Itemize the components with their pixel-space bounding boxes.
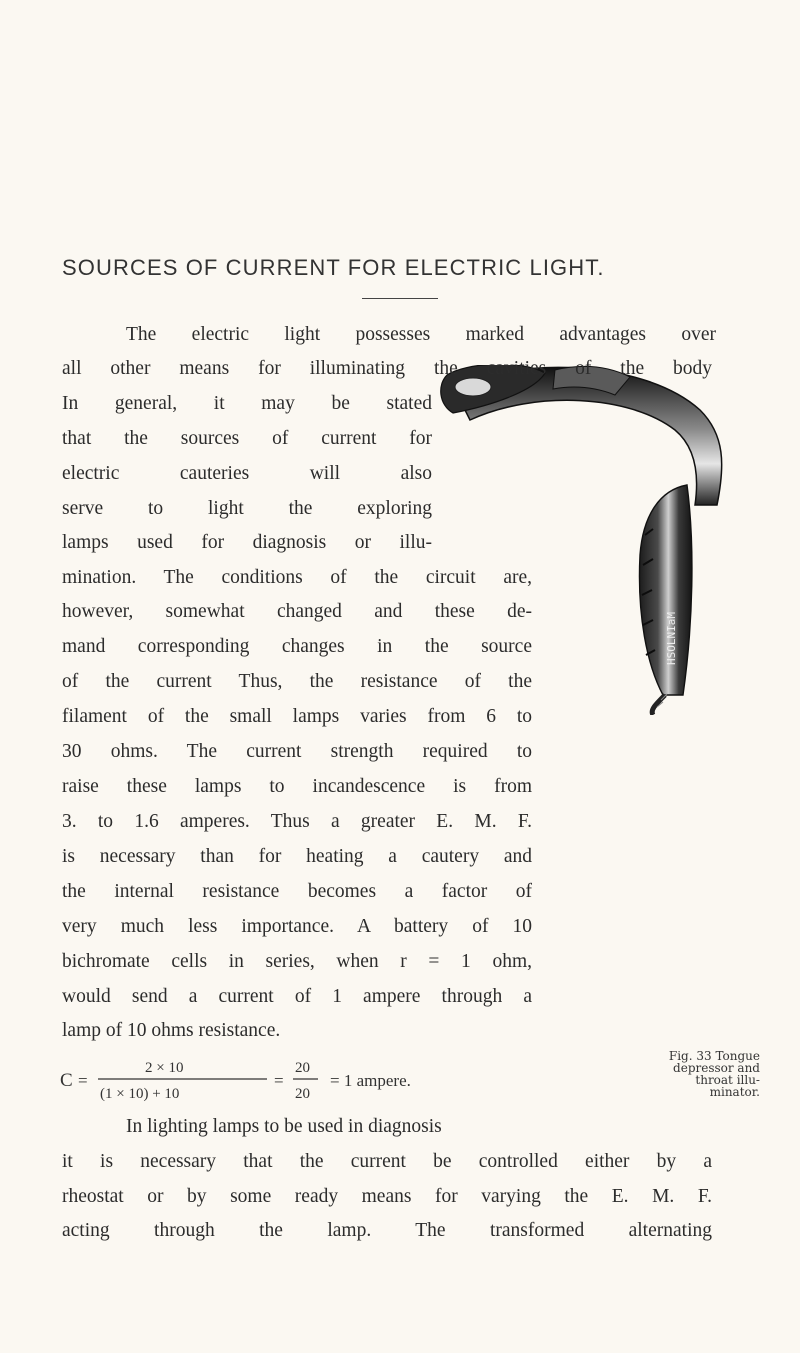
handle-label: HSOLNIaM <box>665 612 678 665</box>
formula-result: = 1 ampere. <box>330 1071 411 1090</box>
caption-line-2: depressor and <box>673 1061 760 1075</box>
text-line-14: raise these lamps to incandescence is from <box>62 776 532 797</box>
formula-eq: = <box>78 1071 88 1090</box>
text-line-13: 30 ohms. The current strength required to <box>62 741 532 762</box>
current-formula <box>60 1050 550 1110</box>
formula-numerator-2: 20 <box>295 1060 310 1076</box>
text-line-8: mination. The conditions of the circuit are, <box>62 567 532 588</box>
text-line-5: electric cauteries will also <box>62 463 432 484</box>
text-line-18: very much less importance. A battery of 10 <box>62 916 532 937</box>
text-line-12: filament of the small lamps varies from 6 to <box>62 706 532 727</box>
caption-line-1: Fig. 33 Tongue <box>668 1049 760 1063</box>
formula-denominator-2: 20 <box>295 1086 310 1102</box>
text-line-9: however, somewhat changed and these de- <box>62 601 532 622</box>
text-line-7: lamps used for diagnosis or illu- <box>62 532 432 553</box>
after-line-3: rheostat or by some ready means for varying the E. M. F. <box>62 1186 712 1207</box>
text-line-17: the internal resistance becomes a factor of <box>62 881 532 902</box>
formula-eq-2: = <box>274 1071 284 1090</box>
text-line-21: lamp of 10 ohms resistance. <box>62 1020 281 1041</box>
after-line-4: acting through the lamp. The transformed alternating <box>62 1220 712 1241</box>
text-line-16: is necessary than for heating a cautery and <box>62 846 532 867</box>
text-line-15: 3. to 1.6 amperes. Thus a greater E. M. F. <box>62 811 532 832</box>
after-line-1: In lighting lamps to be used in diagnosis <box>126 1116 442 1137</box>
text-line-20: would send a current of 1 ampere through a <box>62 986 532 1007</box>
heading-rule <box>362 298 438 299</box>
text-line-11: of the current Thus, the resistance of the <box>62 671 532 692</box>
text-line-19: bichromate cells in series, when r = 1 ohm, <box>62 951 532 972</box>
after-line-2: it is necessary that the current be controlled either by a <box>62 1151 712 1172</box>
text-line-4: that the sources of current for <box>62 428 432 449</box>
text-line-1: The electric light possesses marked advantages over <box>126 324 716 345</box>
page-heading: SOURCES OF CURRENT FOR ELECTRIC LIGHT. <box>62 255 605 280</box>
text-line-3: In general, it may be stated <box>62 393 432 414</box>
formula-denominator-1: (1 × 10) + 10 <box>100 1086 180 1102</box>
tongue-depressor-illustration <box>425 365 745 715</box>
caption-line-4: minator. <box>709 1085 760 1099</box>
formula-lhs: C <box>60 1070 73 1091</box>
text-line-2: all other means for illuminating the cavities of the body <box>62 358 712 379</box>
caption-line-3: throat illu- <box>695 1073 760 1087</box>
figure-caption <box>620 1050 760 1098</box>
formula-numerator-1: 2 × 10 <box>145 1060 184 1076</box>
text-line-10: mand corresponding changes in the source <box>62 636 532 657</box>
text-line-6: serve to light the exploring <box>62 498 432 519</box>
